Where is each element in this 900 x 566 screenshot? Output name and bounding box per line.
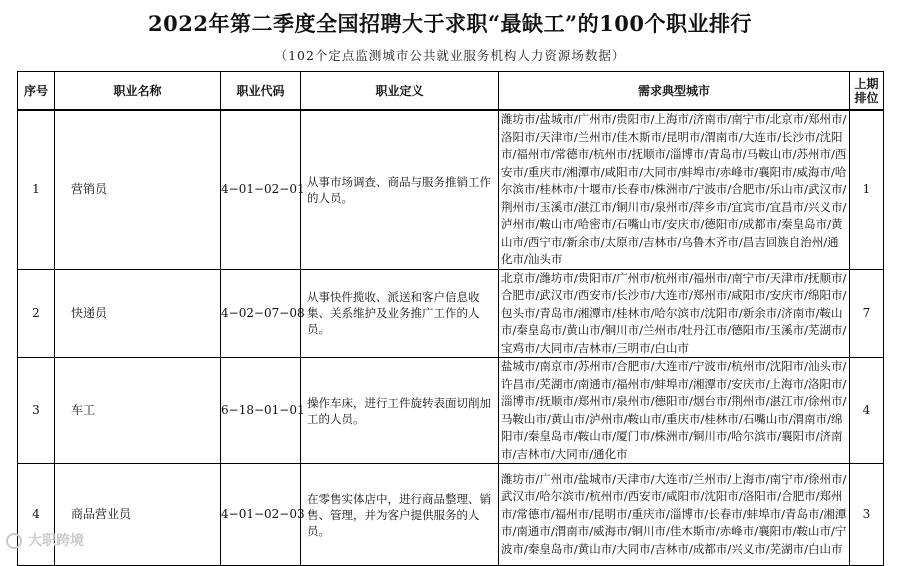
page-title: 2022年第二季度全国招聘大于求职“最缺工”的100个职业排行 bbox=[148, 11, 752, 36]
watermark-text: 大职跨境 bbox=[28, 533, 84, 549]
cell-name: 商品营业员 bbox=[55, 464, 221, 566]
cell-prev-rank: 7 bbox=[850, 269, 884, 358]
cell-seq: 2 bbox=[18, 269, 55, 358]
header-name: 职业名称 bbox=[55, 72, 221, 111]
header-prev-rank: 上期排位 bbox=[850, 72, 884, 111]
header-definition: 职业定义 bbox=[301, 72, 499, 111]
circle-logo-icon bbox=[6, 533, 22, 549]
cell-cities: 北京市/潍坊市/贵阳市/广州市/杭州市/福州市/南宁市/天津市/抚顺市/合肥市/武汉市/西安市/长沙市/大连市/郑州市/咸阳市/安庆市/绵阳市/包头市/青岛市/湘潭市/桂林市/哈尔滨市/沈阳市/新余市/济南市/鞍山市/秦皇岛市/黄山市/铜川市/兰州市/牡丹江市/德阳市/玉溪市/芜湖市/宝鸡市/大同市/吉林市/三明市/白山市 bbox=[499, 269, 850, 358]
cell-code: 4−02−07−08 bbox=[221, 269, 301, 358]
table-row bbox=[18, 358, 884, 464]
watermark bbox=[6, 530, 84, 550]
cell-cities: 盐城市/南京市/苏州市/合肥市/大连市/宁波市/杭州市/沈阳市/汕头市/许昌市/芜湖市/南通市/福州市/蚌埠市/湘潭市/安庆市/上海市/洛阳市/淄博市/抚顺市/郑州市/泉州市/德阳市/烟台市/荆州市/湛江市/徐州市/马鞍山市/黄山市/泸州市/鞍山市/重庆市/桂林市/石嘴山市/渭南市/绵阳市/秦皇岛市/鞍山市/厦门市/株洲市/铜川市/哈尔滨市/襄阳市/济南市/吉林市/大同市/通化市 bbox=[499, 358, 850, 464]
table-row bbox=[18, 269, 884, 358]
cell-name: 快递员 bbox=[55, 269, 221, 358]
cell-definition: 从事市场调查、商品与服务推销工作的人员。 bbox=[301, 110, 499, 269]
cell-seq: 3 bbox=[18, 358, 55, 464]
table-row bbox=[18, 110, 884, 269]
cell-name: 营销员 bbox=[55, 110, 221, 269]
header-seq: 序号 bbox=[18, 72, 55, 111]
table-header-row bbox=[18, 72, 884, 111]
cell-definition: 在零售实体店中，进行商品整理、销售、管理，并为客户提供服务的人员。 bbox=[301, 464, 499, 566]
page-subtitle: （102个定点监测城市公共就业服务机构人力资源场数据） bbox=[274, 48, 626, 63]
cell-prev-rank: 3 bbox=[850, 464, 884, 566]
header-cities: 需求典型城市 bbox=[499, 72, 850, 111]
cell-definition: 从事快件揽收、派送和客户信息收集、关系维护及业务推广工作的人员。 bbox=[301, 269, 499, 358]
cell-definition: 操作车床，进行工件旋转表面切削加工的人员。 bbox=[301, 358, 499, 464]
cell-name: 车工 bbox=[55, 358, 221, 464]
cell-seq: 4 bbox=[18, 464, 55, 566]
cell-prev-rank: 1 bbox=[850, 110, 884, 269]
cell-prev-rank: 4 bbox=[850, 358, 884, 464]
cell-code: 6−18−01−01 bbox=[221, 358, 301, 464]
cell-cities: 潍坊市/盐城市/广州市/贵阳市/上海市/济南市/南宁市/北京市/郑州市/洛阳市/天津市/兰州市/佳木斯市/昆明市/渭南市/大连市/长沙市/沈阳市/福州市/常德市/杭州市/抚顺市/淄博市/青岛市/马鞍山市/苏州市/西安市/重庆市/湘潭市/咸阳市/大同市/蚌埠市/赤峰市/襄阳市/威海市/哈尔滨市/桂林市/十堰市/长春市/株洲市/宁波市/合肥市/乐山市/武汉市/荆州市/玉溪市/湛江市/铜川市/泉州市/萍乡市/宜宾市/宜昌市/兴义市/泸州市/鞍山市/哈密市/石嘴山市/安庆市/德阳市/成都市/秦皇岛市/黄山市/西宁市/新余市/太原市/吉林市/乌鲁木齐市/昌吉回族自治州/通化市/汕头市 bbox=[499, 110, 850, 269]
cell-seq: 1 bbox=[18, 110, 55, 269]
ranking-table bbox=[17, 71, 884, 566]
cell-code: 4−01−02−01 bbox=[221, 110, 301, 269]
cell-cities: 潍坊市/广州市/盐城市/天津市/大连市/兰州市/上海市/南宁市/徐州市/武汉市/哈尔滨市/杭州市/西安市/咸阳市/沈阳市/洛阳市/合肥市/郑州市/常德市/福州市/昆明市/重庆市/淄博市/长春市/蚌埠市/青岛市/湘潭市/南通市/渭南市/威海市/铜川市/佳木斯市/赤峰市/襄阳市/鞍山市/宁波市/秦皇岛市/黄山市/大同市/吉林市/成都市/兴义市/芜湖市/白山市 bbox=[499, 464, 850, 566]
cell-code: 4−01−02−03 bbox=[221, 464, 301, 566]
table-row bbox=[18, 464, 884, 566]
header-code: 职业代码 bbox=[221, 72, 301, 111]
